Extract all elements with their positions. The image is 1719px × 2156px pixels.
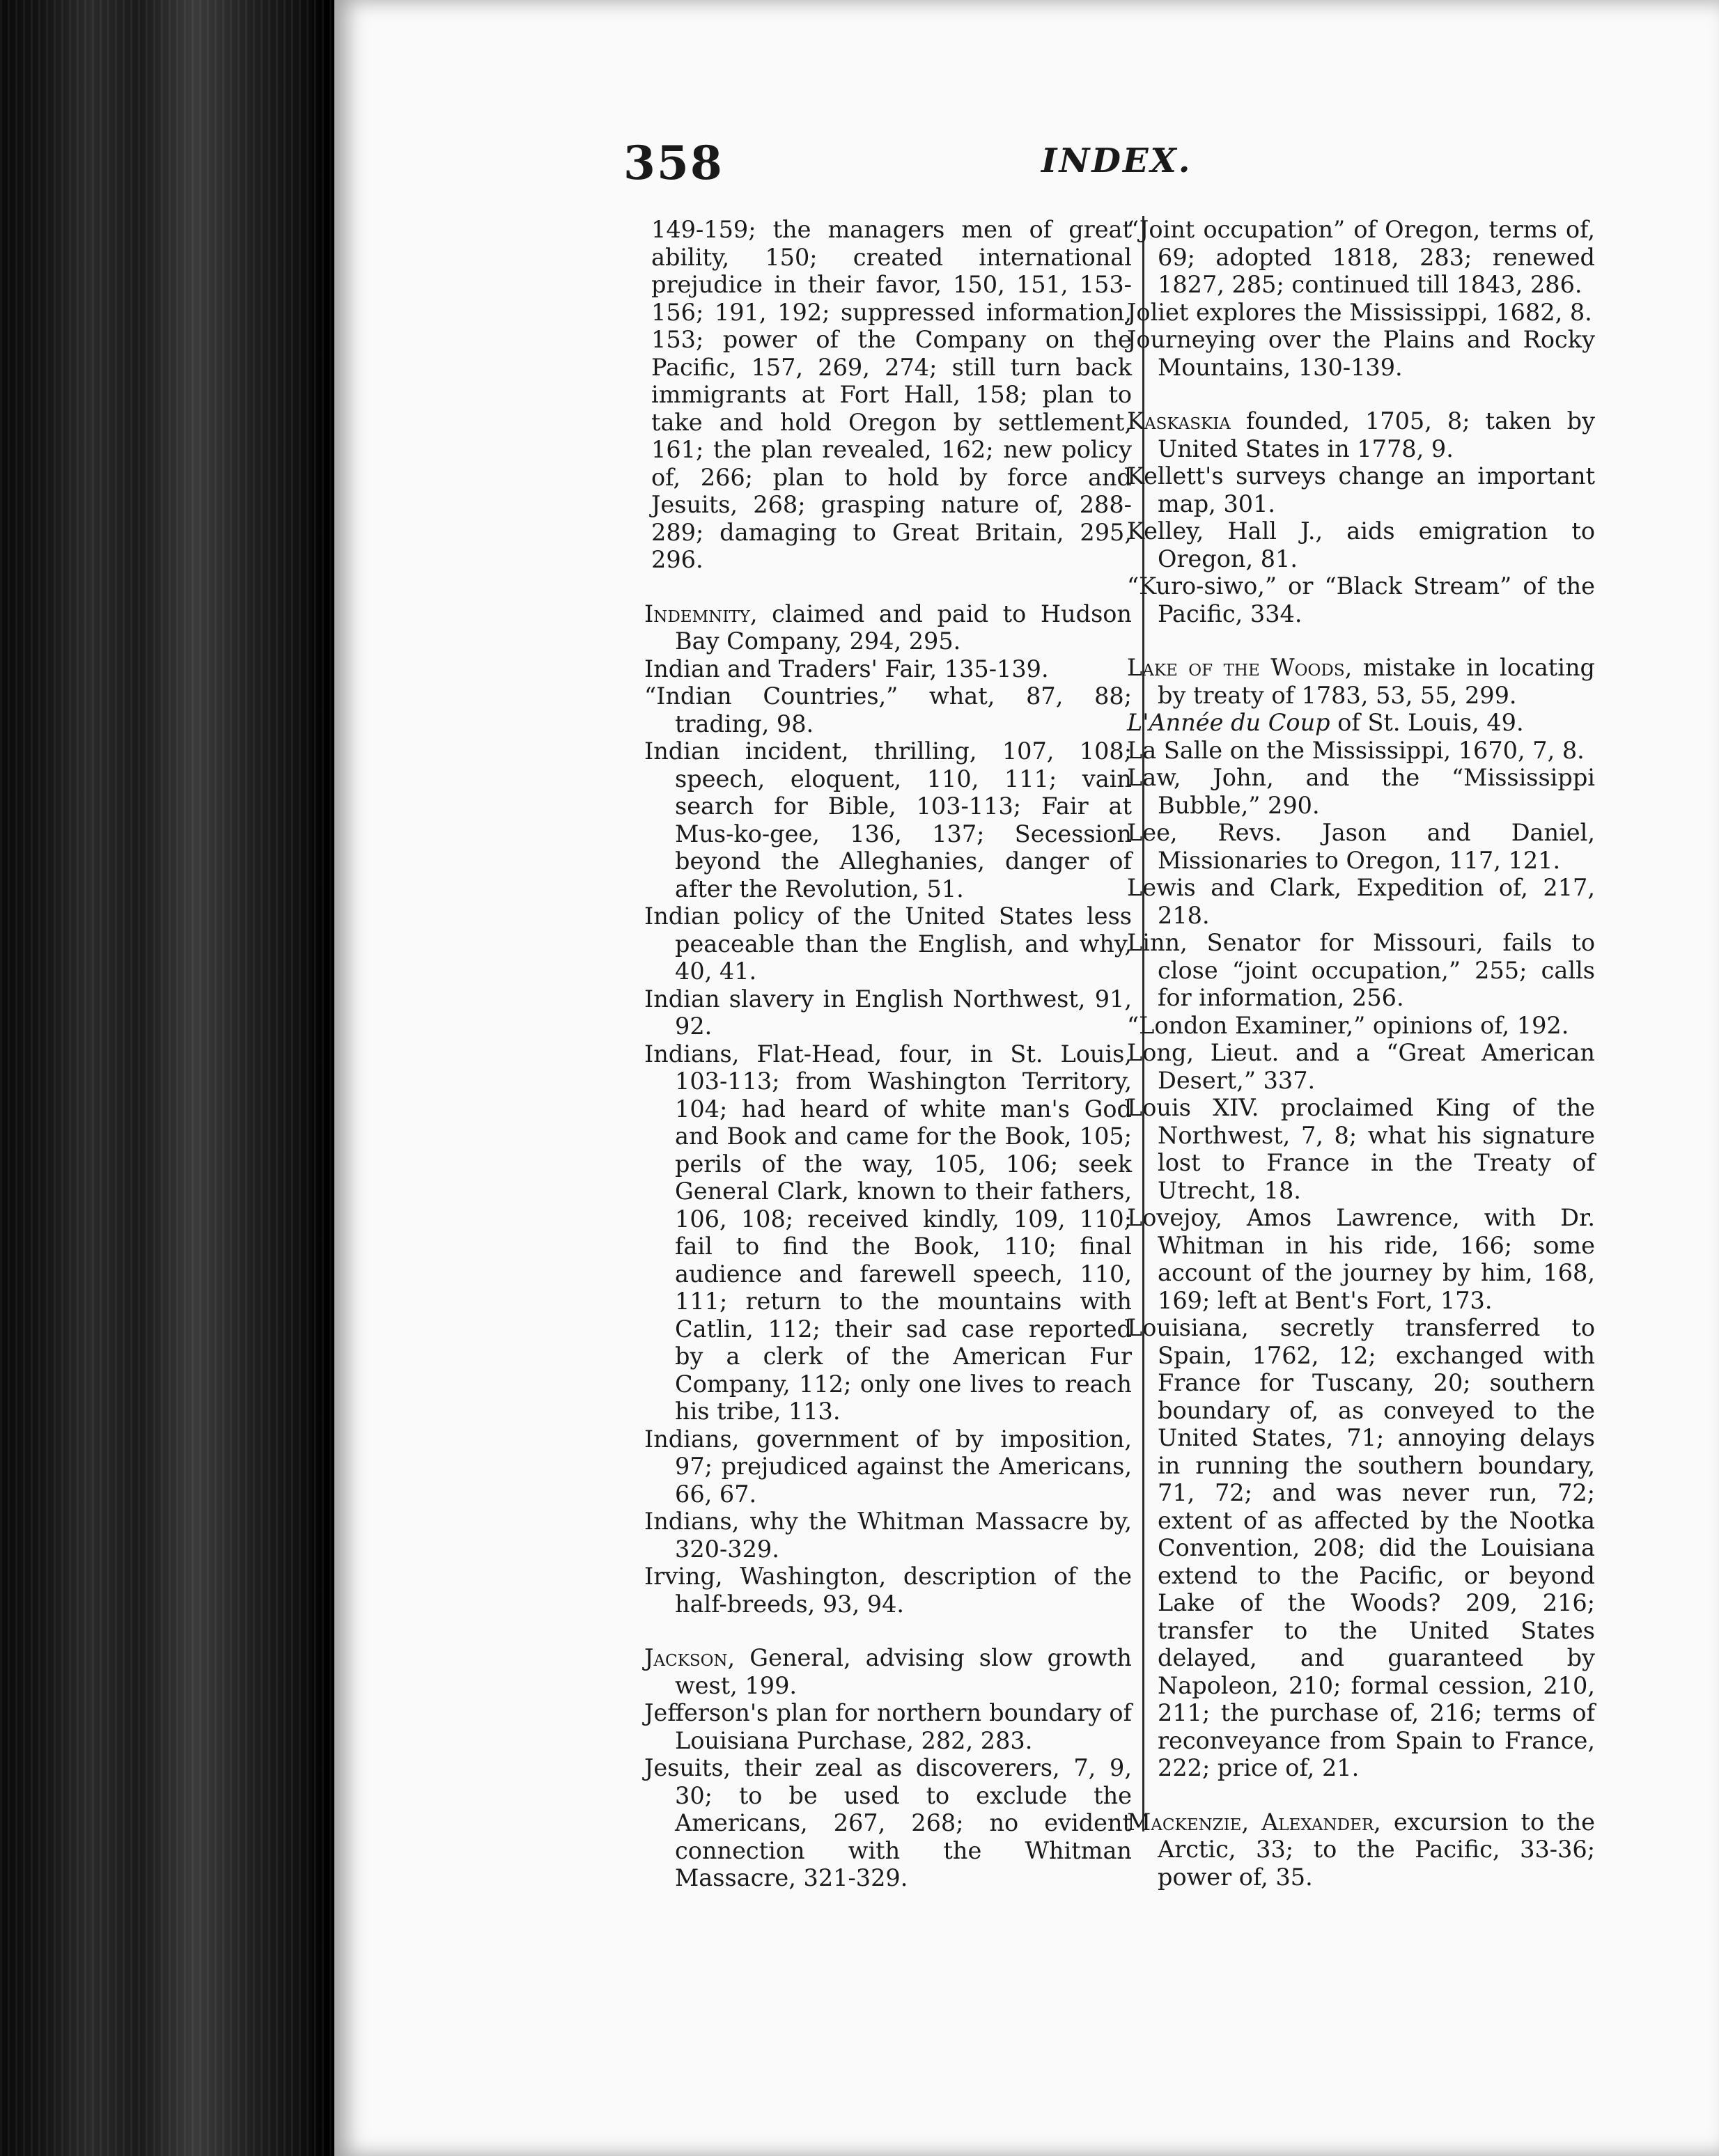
index-entry-lead: Jackson, — [644, 1644, 736, 1671]
index-entry: Jesuits, their zeal as discoverers, 7, 9, 30; to be used to exclude the Americans, 267, 268; no evident connection with the Whitman Massacre, 321-329. — [644, 1754, 1132, 1891]
index-entry-lead: Kaskaskia — [1127, 407, 1231, 435]
book-spine-texture — [0, 0, 341, 2156]
index-entry: Long, Lieut. and a “Great American Desert,” 337. — [1127, 1039, 1595, 1094]
index-entry: Mackenzie, Alexander, excursion to the Arctic, 33; to the Pacific, 33-36; power of, 35. — [1127, 1808, 1595, 1891]
index-column-left — [644, 216, 1132, 1892]
index-entry: Journeying over the Plains and Rocky Mountains, 130-139. — [1127, 326, 1595, 381]
page-number: 358 — [623, 136, 724, 190]
section-gap — [1127, 627, 1595, 654]
index-entry: Lee, Revs. Jason and Daniel, Missionaries to Oregon, 117, 121. — [1127, 819, 1595, 874]
index-entry-lead: Indemnity, — [644, 600, 758, 627]
index-entry: Kaskaskia founded, 1705, 8; taken by United States in 1778, 9. — [1127, 407, 1595, 462]
index-entry: Louis XIV. proclaimed King of the Northwest, 7, 8; what his signature lost to France in the Treaty of Utrecht, 18. — [1127, 1094, 1595, 1204]
index-entry: Linn, Senator for Missouri, fails to close “joint occupation,” 255; calls for information, 256. — [1127, 929, 1595, 1011]
index-entry: Indemnity, claimed and paid to Hudson Bay Company, 294, 295. — [644, 600, 1132, 655]
index-entry: Indian and Traders' Fair, 135-139. — [644, 655, 1049, 682]
index-entry: 149-159; the managers men of great ability, 150; created international prejudice in their favor, 150, 151, 153-156; 191, 192; suppressed information, 153; power of the Company on the Pacific, 157, 269, 274; still turn back immigrants at Fort Hall, 158; plan to take and hold Oregon by settlement, 161; the plan revealed, 162; new policy of, 266; plan to hold by force and Jesuits, 268; grasping nature of, 288-289; damaging to Great Britain, 295, 296. — [651, 216, 1132, 573]
index-entry: Indian slavery in English Northwest, 91, 92. — [644, 985, 1132, 1040]
index-entry: Indians, government of by imposition, 97; prejudiced against the Americans, 66, 67. — [644, 1425, 1132, 1508]
section-gap — [644, 574, 1132, 600]
index-entry-lead: Mackenzie, Alexander, — [1127, 1808, 1381, 1836]
index-entry: Lewis and Clark, Expedition of, 217, 218. — [1127, 874, 1595, 929]
section-gap — [1127, 1782, 1595, 1809]
index-entry: Indian policy of the United States less peaceable than the English, and why, 40, 41. — [644, 903, 1132, 985]
index-entry: Jefferson's plan for northern boundary of Louisiana Purchase, 282, 283. — [644, 1699, 1132, 1754]
index-entry: Jackson, General, advising slow growth west, 199. — [644, 1644, 1132, 1699]
index-entry: Indians, why the Whitman Massacre by, 320-329. — [644, 1508, 1132, 1563]
page-header — [623, 136, 1320, 205]
index-entry: Kelley, Hall J., aids emigration to Oregon, 81. — [1127, 517, 1595, 572]
section-gap — [644, 1618, 1132, 1644]
index-entry: Irving, Washington, description of the half-breeds, 93, 94. — [644, 1563, 1132, 1618]
index-entry: “Joint occupation” of Oregon, terms of, 69; adopted 1818, 283; renewed 1827, 285; continued till 1843, 286. — [1127, 216, 1595, 298]
page-title: INDEX. — [1041, 141, 1192, 180]
index-entry: Indians, Flat-Head, four, in St. Louis, 103-113; from Washington Territory, 104; had heard of white man's God and Book and came for the Book, 105; perils of the way, 105, 106; seek General Clark, known to their fathers, 106, 108; received kindly, 109, 110; fail to find the Book, 110; final audience and farewell speech, 110, 111; return to the mountains with Catlin, 112; their sad case reported by a clerk of the American Fur Company, 112; only one lives to reach his tribe, 113. — [644, 1040, 1132, 1425]
index-entry: La Salle on the Mississippi, 1670, 7, 8. — [1127, 736, 1585, 764]
index-entry: Louisiana, secretly transferred to Spain, 1762, 12; exchanged with France for Tuscany, 20; southern boundary of, as conveyed to the United States, 71; annoying delays in running the southern boundary, 71, 72; and was never run, 72; extent of as affected by the Nootka Convention, 208; did the Louisiana extend to the Pacific, or beyond Lake of the Woods? 209, 216; transfer to the United States delayed, and guaranteed by Napoleon, 210; formal cession, 210, 211; the purchase of, 216; terms of reconveyance from Spain to France, 222; price of, 21. — [1127, 1314, 1595, 1781]
index-entry: Law, John, and the “Mississippi Bubble,” 290. — [1127, 764, 1595, 819]
index-entry: Lake of the Woods, mistake in locating by treaty of 1783, 53, 55, 299. — [1127, 654, 1595, 709]
index-column-right — [1127, 216, 1595, 1891]
index-entry: Kellett's surveys change an important map, 301. — [1127, 462, 1595, 517]
index-entry-lead: L'Année du Coup — [1127, 709, 1330, 736]
index-entry: L'Année du Coup of St. Louis, 49. — [1127, 709, 1524, 736]
index-entry: “Indian Countries,” what, 87, 88; trading, 98. — [644, 682, 1132, 737]
section-gap — [1127, 381, 1595, 407]
index-entry: Lovejoy, Amos Lawrence, with Dr. Whitman in his ride, 166; some account of the journey by him, 168, 169; left at Bent's Fort, 173. — [1127, 1204, 1595, 1314]
index-entry: Joliet explores the Mississippi, 1682, 8. — [1127, 298, 1592, 326]
index-entry: Indian incident, thrilling, 107, 108; speech, eloquent, 110, 111; vain search for Bible, 103-113; Fair at Mus-ko-gee, 136, 137; Secession beyond the Alleghanies, danger of after the Revolution, 51. — [644, 737, 1132, 903]
index-entry: “London Examiner,” opinions of, 192. — [1127, 1011, 1569, 1039]
index-entry: “Kuro-siwo,” or “Black Stream” of the Pacific, 334. — [1127, 572, 1595, 627]
index-entry-lead: Lake of the Woods, — [1127, 654, 1353, 681]
